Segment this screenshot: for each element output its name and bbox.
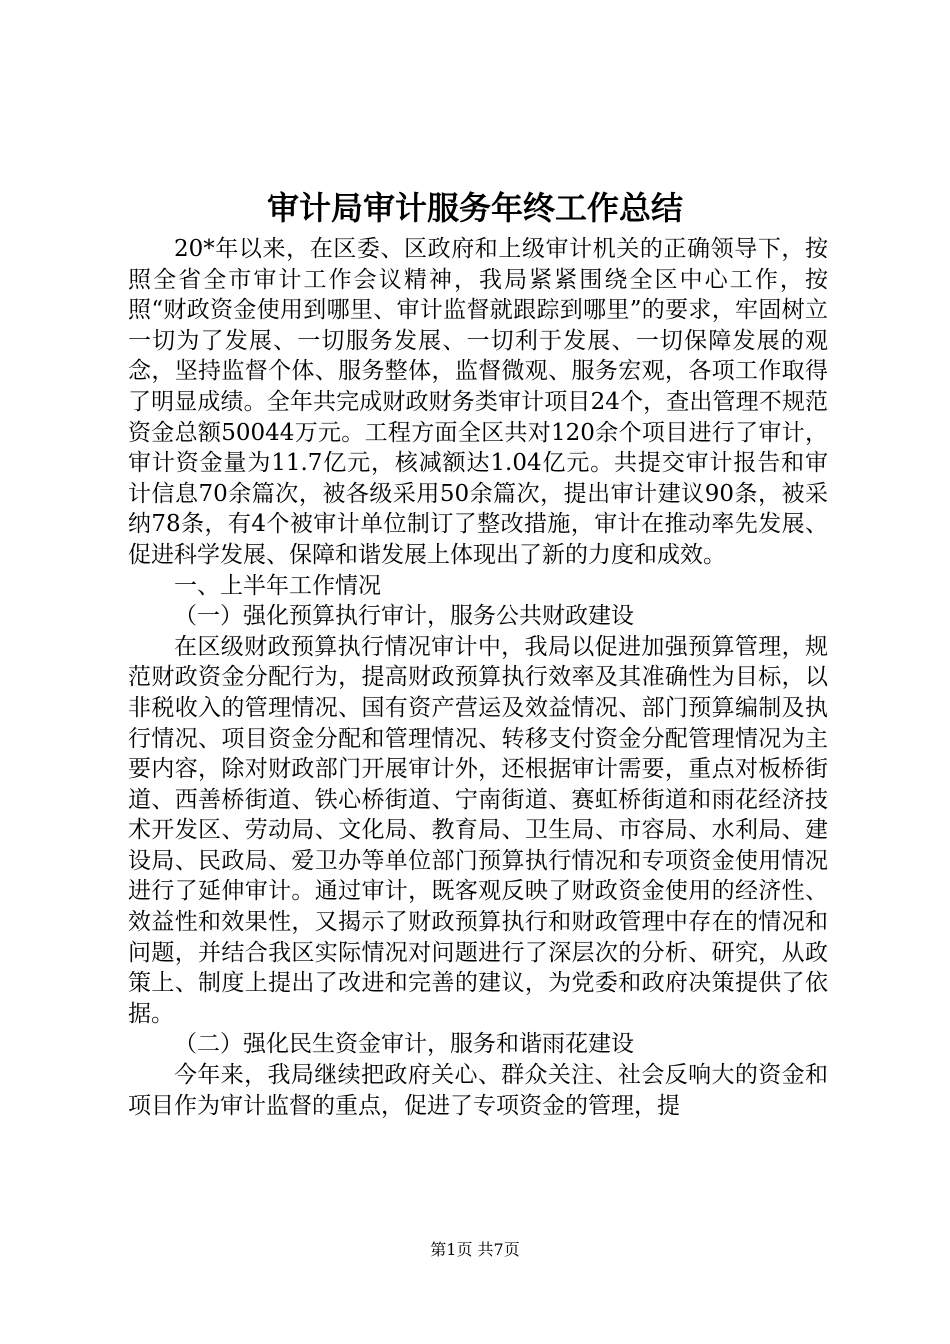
section-heading-first-half: 一、上半年工作情况 <box>174 572 381 599</box>
budget-audit-paragraph: 在区级财政预算执行情况审计中，我局以促进加强预算管理，规范财政资金分配行为，提高财政预算执行效率及其准确性为目标，以非税收入的管理情况、国有资产营运及效益情况、部门预算编制及执行情况、项目资金分配和管理情况、转移支付资金分配管理情况为主要内容，除对财政部门开展审计外，还根据审计需要，重点对板桥街道、西善桥街道、铁心桥街道、宁南街道、赛虹桥街道和雨花经济技术开发区、劳动局、文化局、教育局、卫生局、市容局、水利局、建设局、民政局、爱卫办等单位部门预算执行情况和专项资金使用情况进行了延伸审计。通过审计，既客观反映了财政资金使用的经济性、效益性和效果性，又揭示了财政预算执行和财政管理中存在的情况和问题，并结合我区实际情况对问题进行了深层次的分析、研究，从政策上、制度上提出了改进和完善的建议，为党委和政府决策提供了依据。 <box>128 633 828 1027</box>
page-number-footer: 第1页 共7页 <box>430 1240 520 1259</box>
document-body <box>128 234 828 1121</box>
subsection-heading-budget-audit: （一）强化预算执行审计，服务公共财政建设 <box>174 603 634 630</box>
subsection-heading-livelihood-audit: （二）强化民生资金审计，服务和谐雨花建设 <box>174 1031 634 1058</box>
document-title: 审计局审计服务年终工作总结 <box>266 189 683 227</box>
intro-paragraph: 20*年以来，在区委、区政府和上级审计机关的正确领导下，按照全省全市审计工作会议精神，我局紧紧围绕全区中心工作，按照“财政资金使用到哪里、审计监督就跟踪到哪里”的要求，牢固树立一切为了发展、一切服务发展、一切利于发展、一切保障发展的观念，坚持监督个体、服务整体，监督微观、服务宏观，各项工作取得了明显成绩。全年共完成财政财务类审计项目24个，查出管理不规范资金总额50044万元。工程方面全区共对120余个项目进行了审计，审计资金量为11.7亿元，核减额达1.04亿元。共提交审计报告和审计信息70余篇次，被各级采用50余篇次，提出审计建议90条，被采纳78条，有4个被审计单位制订了整改措施，审计在推动率先发展、促进科学发展、保障和谐发展上体现出了新的力度和成效。 <box>128 236 828 568</box>
livelihood-audit-paragraph: 今年来，我局继续把政府关心、群众关注、社会反响大的资金和项目作为审计监督的重点，促进了专项资金的管理，提 <box>128 1062 828 1119</box>
